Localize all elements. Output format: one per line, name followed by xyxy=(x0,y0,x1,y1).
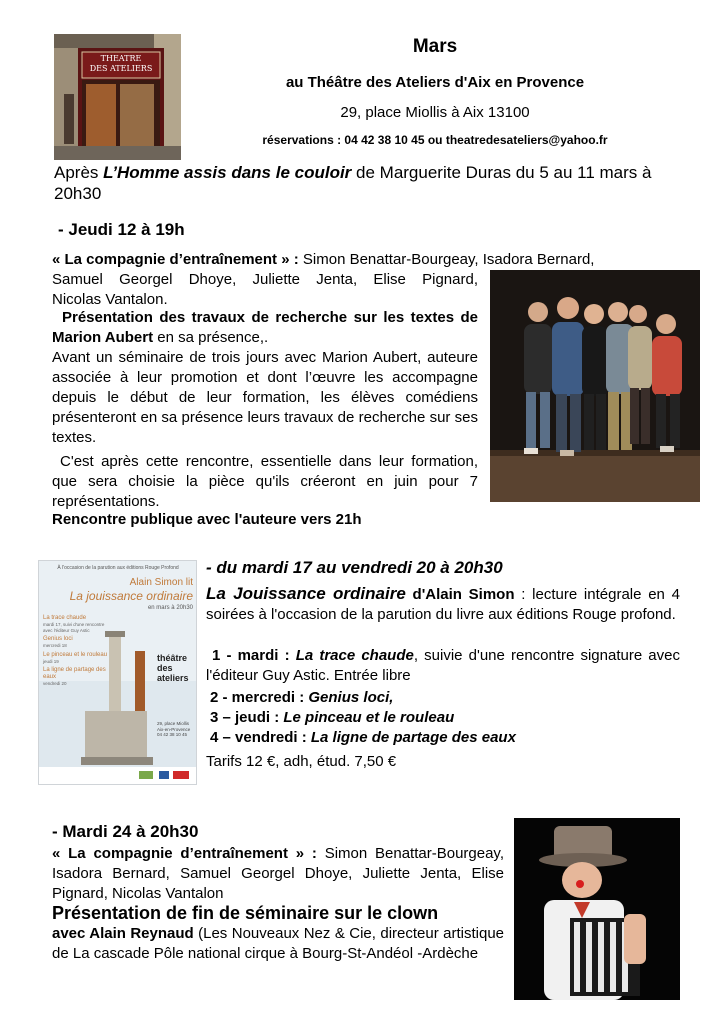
intro-play-title: L’Homme assis dans le couloir xyxy=(103,163,352,182)
event2-item3-num: 3 – jeudi : xyxy=(210,709,280,726)
event3-with-name: avec Alain Reynaud xyxy=(52,925,194,942)
event1-names-a: Simon Benattar-Bourgeay, Isadora Bernard, xyxy=(298,251,595,268)
event3-with-rest: (Les Nouveaux Nez & Cie, directeur artistique de La cascade Pôle national cirque à Bourg-St-Andéol -Ardèche xyxy=(52,925,505,962)
poster-address: 29, place Miollis Aix-en-Provence 04 42 38 10 45 xyxy=(157,721,191,737)
poster-p1: La trace chaude xyxy=(43,615,87,621)
event1-presentation-rest: en sa présence,. xyxy=(153,329,269,346)
poster-brand-1: théâtre xyxy=(157,653,188,663)
reservations-line: réservations : 04 42 38 10 45 ou theatredesateliers@yahoo.fr xyxy=(262,133,608,147)
event2-prices: Tarifs 12 €, adh, étud. 7,50 € xyxy=(206,753,397,770)
theatre-facade-photo xyxy=(54,34,181,160)
venue-line: au Théâtre des Ateliers d'Aix en Provence xyxy=(285,74,585,91)
event2-item3-title: Le pinceau et le rouleau xyxy=(279,709,455,726)
poster-subtitle: en mars à 20h30 xyxy=(147,605,193,611)
poster-brand-3: ateliers xyxy=(157,673,189,683)
event2-description xyxy=(206,584,680,625)
intro-after: de Marguerite Duras du 5 au 11 mars à 20h30 xyxy=(54,163,652,203)
event2-poster xyxy=(38,560,197,785)
event3-company xyxy=(52,844,504,904)
page-title: Mars xyxy=(412,36,458,57)
event1-presentation-bold: Présentation des travaux de recherche sur les textes de Marion Aubert xyxy=(52,309,478,346)
students-photo xyxy=(490,270,700,502)
poster-title: La jouissance ordinaire xyxy=(69,589,193,603)
event3-company-label: « La compagnie d’entraînement » : xyxy=(52,845,317,862)
poster-p1-note: mardi 17, suivi d'une rencontre avec l'éditeur Guy Astic xyxy=(43,622,105,633)
event3-presentation: Présentation de fin de séminaire sur le clown xyxy=(52,903,439,923)
event2-item4 xyxy=(210,728,684,748)
poster-p2-note: mercredi 18 xyxy=(43,643,67,648)
event2-item1-title: La trace chaude xyxy=(289,647,414,664)
poster-p2: Genius loci xyxy=(43,636,73,642)
event1-seminar: Avant un séminaire de trois jours avec Marion Aubert, auteure associée à leur promotion et dont l’œuvre les accompagne depuis le début de leur formation, les élèves comédiens présenteront en sa présence leurs travaux de recherche sur ses textes. xyxy=(52,349,478,446)
event1-company-line2: Samuel Georgel Dhoye, Juliette Jenta, Elise Pignard, xyxy=(52,271,478,288)
event2-item2-num: 2 - mercredi : xyxy=(210,689,305,706)
event2-play-title: La Jouissance ordinaire xyxy=(206,584,406,603)
facade-sign-line1: THEATRE xyxy=(100,54,142,63)
event3-date: - Mardi 24 à 20h30 xyxy=(52,822,199,841)
event2-date: - du mardi 17 au vendredi 20 à 20h30 xyxy=(206,558,503,577)
poster-brand-2: des xyxy=(157,663,173,673)
event1-company-label: « La compagnie d’entraînement » : xyxy=(52,251,299,268)
intro-before: Après xyxy=(54,163,104,182)
address-line: 29, place Miollis à Aix 13100 xyxy=(340,104,530,121)
poster-p3: Le pinceau et le rouleau xyxy=(43,651,108,658)
event2-item1-num: 1 - mardi : xyxy=(212,647,290,664)
event2-item4-title: La ligne de partage des eaux xyxy=(306,729,516,746)
event1-date: - Jeudi 12 à 19h xyxy=(58,220,185,239)
event1-company-line3: Nicolas Vantalon. xyxy=(52,291,168,308)
event2-item1-rest: , suivie d'une rencontre signature avec l'éditeur Guy Astic. Entrée libre xyxy=(206,647,680,684)
poster-p3-note: jeudi 19 xyxy=(43,658,59,664)
facade-sign-line2: DES ATELIERS xyxy=(89,64,153,73)
event3-with xyxy=(52,924,504,964)
event2-item4-num: 4 – vendredi : xyxy=(210,729,307,746)
event1-public-meeting: Rencontre publique avec l'auteure vers 21h xyxy=(52,511,362,528)
clown-photo xyxy=(514,818,680,1000)
poster-author: Alain Simon lit xyxy=(129,577,193,588)
event1-presentation xyxy=(52,308,478,348)
intro-paragraph xyxy=(54,162,684,204)
event3-names: Simon Benattar-Bourgeay, Isadora Bernard, Samuel Georgel Dhoye, Juliette Jenta, Elise Pignard, Nicolas Vantalon xyxy=(52,845,504,902)
event2-author: d'Alain Simon xyxy=(405,586,515,603)
event2-item2 xyxy=(210,688,684,708)
event2-desc: : lecture intégrale en 4 soirées à l'occasion de la parution du livre aux éditions Rouge profond. xyxy=(206,586,680,623)
poster-top-note: À l'occasion de la parution aux éditions Rouge Profond xyxy=(57,565,179,571)
event2-item2-title: Genius loci, xyxy=(304,689,394,706)
poster-p4-note: vendredi 20 xyxy=(43,681,67,686)
poster-p4: La ligne de partage des eaux xyxy=(43,667,106,680)
event1-meeting: C'est après cette rencontre, essentielle dans leur formation, que sera choisie la pièce qu'ils créeront en juin pour 7 représentations. xyxy=(52,453,478,510)
event1-company-line1 xyxy=(52,250,680,270)
event2-item3 xyxy=(210,708,684,728)
event2-item1 xyxy=(206,646,680,686)
